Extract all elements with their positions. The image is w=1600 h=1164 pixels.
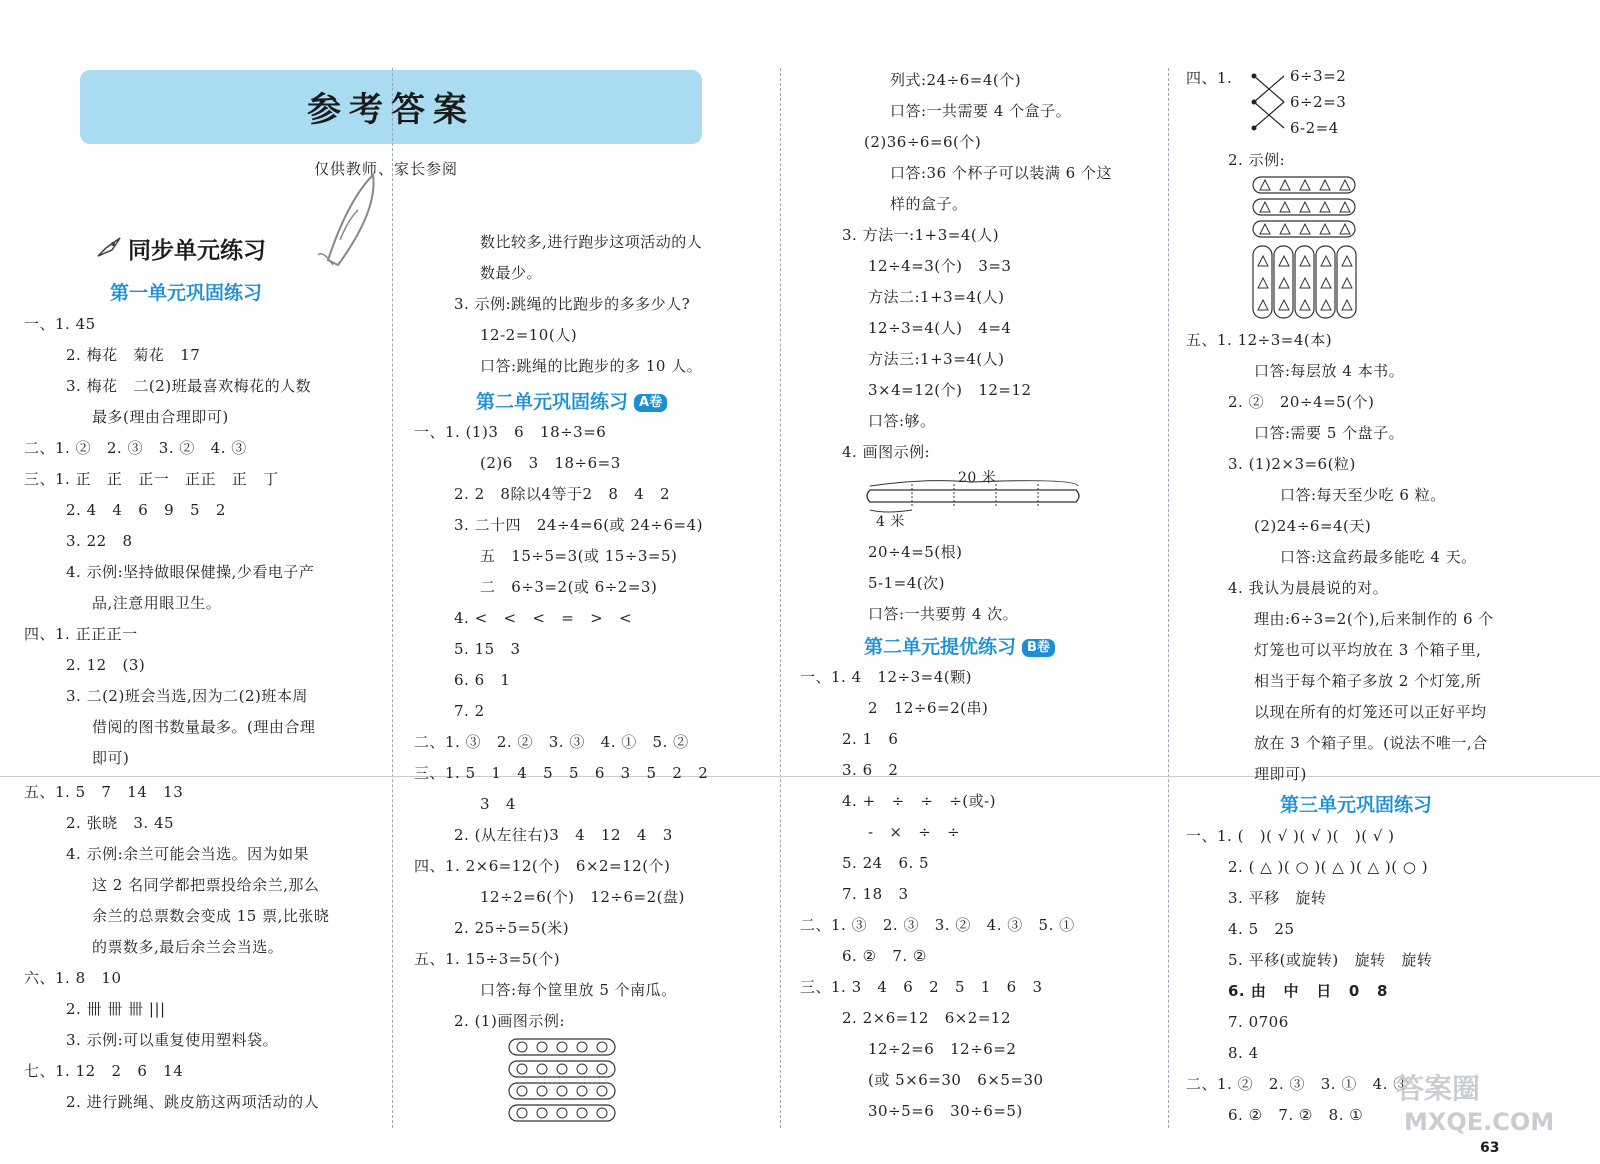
answer-line: - × ÷ ÷	[868, 823, 961, 841]
answer-line: 6. ② 7. ②	[842, 947, 927, 965]
answer-line: 的票数多,最后余兰会当选。	[92, 938, 284, 956]
answer-line: 品,注意用眼卫生。	[92, 594, 222, 612]
answer-line: 7. 2	[454, 702, 485, 720]
answer-line: 4. + ÷ ÷ ÷(或-)	[842, 792, 997, 810]
answer-line: 口答:每个筐里放 5 个南瓜。	[480, 981, 677, 999]
answer-line: 灯笼也可以平均放在 3 个箱子里,	[1254, 641, 1482, 659]
rocket-icon	[96, 236, 124, 258]
answer-line: 2. 卌 卌 卌 |||	[66, 1000, 166, 1018]
answer-line: 三、1. 5 1 4 5 5 6 3 5 2 2	[414, 764, 709, 782]
section-unit1: 第一单元巩固练习	[110, 282, 263, 304]
answer-line: (2)36÷6=6(个)	[864, 133, 982, 151]
answer-line: 六、1. 8 10	[24, 969, 122, 987]
answer-line: 3. 方法一:1+3=4(人)	[842, 226, 1000, 244]
answer-line: 3. 平移 旋转	[1228, 889, 1327, 907]
rope-length-label: 20 米	[958, 470, 997, 486]
answer-line: 12÷2=6(个) 12÷6=2(盘)	[480, 888, 685, 906]
answer-line: 方法二:1+3=4(人)	[868, 288, 1005, 306]
answer-line: 3×4=12(个) 12=12	[868, 381, 1032, 399]
answer-line: 即可)	[92, 749, 130, 767]
answer-line: 口答:每天至少吃 6 粒。	[1280, 486, 1446, 504]
answer-line: 3. 22 8	[66, 532, 133, 550]
answer-line: 2. 12 (3)	[66, 656, 146, 674]
answer-line: 理由:6÷3=2(个),后来制作的 6 个	[1254, 610, 1494, 628]
answer-line: 3. 二(2)班会当选,因为二(2)班本周	[66, 687, 308, 705]
answer-line: 2. 25÷5=5(米)	[454, 919, 570, 937]
circle-groups-diagram	[508, 1038, 618, 1124]
answer-line: 口答:需要 5 个盘子。	[1254, 424, 1405, 442]
answer-line: 口答:每层放 4 本书。	[1254, 362, 1405, 380]
answer-line: 5. 平移(或旋转) 旋转 旋转	[1228, 951, 1433, 969]
answer-line: 2. 进行跳绳、跳皮筋这两项活动的人	[66, 1093, 320, 1111]
answer-line: (或 5×6=30 6×5=30	[868, 1071, 1044, 1089]
answer-line: 30÷5=6 30÷6=5)	[868, 1102, 1023, 1120]
answer-line: 列式:24÷6=4(个)	[890, 71, 1022, 89]
answer-line: 12-2=10(人)	[480, 326, 578, 344]
answer-line: 6. ② 7. ② 8. ①	[1228, 1106, 1364, 1124]
answer-line: 一、1. (1)3 6 18÷3=6	[414, 423, 607, 441]
answer-line: 二、1. ③ 2. ③ 3. ② 4. ③ 5. ①	[800, 916, 1075, 934]
answer-line: 2. 梅花 菊花 17	[66, 346, 201, 364]
answer-line: 2. ② 20÷4=5(个)	[1228, 393, 1375, 411]
segment-length-label: 4 米	[876, 514, 905, 530]
answer-line: 2. (1)画图示例:	[454, 1012, 565, 1030]
answer-line: 五、1. 15÷3=5(个)	[414, 950, 561, 968]
teacher-note: 仅供教师、家长参阅	[314, 160, 459, 178]
answer-line: 二、1. ② 2. ③ 3. ② 4. ③	[24, 439, 247, 457]
column-separator	[780, 68, 781, 1128]
answer-line: 五 15÷5=3(或 15÷3=5)	[480, 547, 678, 565]
answer-line: 5. 15 3	[454, 640, 521, 658]
answer-line: 2. 2 8除以4等于2 8 4 2	[454, 485, 671, 503]
answer-line: 一、1. 45	[24, 315, 96, 333]
answer-line: 8. 4	[1228, 1044, 1259, 1062]
page-title: 参考答案	[307, 90, 475, 130]
answer-line: 口答:一共需要 4 个盒子。	[890, 102, 1072, 120]
answer-line: 4. 我认为晨晨说的对。	[1228, 579, 1389, 597]
answer-line: 2. 2×6=12 6×2=12	[842, 1009, 1012, 1027]
answer-line: 放在 3 个箱子里。(说法不唯一,合	[1254, 734, 1488, 752]
answer-line: 二、1. ③ 2. ② 3. ③ 4. ① 5. ②	[414, 733, 689, 751]
answer-line: 3. 示例:跳绳的比跑步的多多少人?	[454, 295, 691, 313]
answer-line: 三、1. 3 4 6 2 5 1 6 3	[800, 978, 1043, 996]
answer-line: 12÷3=4(人) 4=4	[868, 319, 1012, 337]
answer-line: 最多(理由合理即可)	[92, 408, 229, 426]
answer-line: 4. 示例:余兰可能会当选。因为如果	[66, 845, 310, 863]
answer-line: 七、1. 12 2 6 14	[24, 1062, 184, 1080]
answer-line: 三、1. 正 正 正一 正正 正 丁	[24, 470, 279, 488]
answer-line: 余兰的总票数会变成 15 票,比张晓	[92, 907, 330, 925]
answer-line: 五、1. 12÷3=4(本)	[1186, 331, 1333, 349]
answer-line: 借阅的图书数量最多。(理由合理	[92, 718, 316, 736]
answer-line: 3. (1)2×3=6(粒)	[1228, 455, 1356, 473]
answer-line: 五、1. 5 7 14 13	[24, 783, 184, 801]
answer-line: 7. 0706	[1228, 1013, 1289, 1031]
triangle-groups-diagram	[1252, 176, 1360, 324]
answer-line: 二、1. ② 2. ③ 3. ① 4. ③	[1186, 1075, 1409, 1093]
answer-line: (2)6 3 18÷6=3	[480, 454, 621, 472]
answer-line: 相当于每个箱子多放 2 个灯笼,所	[1254, 672, 1482, 690]
answer-line: 口答:这盒药最多能吃 4 天。	[1280, 548, 1477, 566]
answer-line: 2. (从左往右)3 4 12 4 3	[454, 826, 673, 844]
answer-line: 6÷2=3	[1290, 93, 1347, 111]
answer-line: 4. < < < = > <	[454, 609, 633, 627]
answer-line: 2. 张晓 3. 45	[66, 814, 175, 832]
answer-line: 口答:一共要剪 4 次。	[868, 605, 1019, 623]
answer-line: 二 6÷3=2(或 6÷2=3)	[480, 578, 658, 596]
answer-line: 7. 18 3	[842, 885, 909, 903]
answer-line: 以现在所有的灯笼还可以正好平均	[1254, 703, 1487, 721]
watermark-logo: 答案圈	[1396, 1072, 1481, 1105]
answer-line: 口答:够。	[868, 412, 936, 430]
answer-line: 5. 24 6. 5	[842, 854, 930, 872]
answer-line: 6÷3=2	[1290, 67, 1347, 85]
sync-practice-title: 同步单元练习	[128, 238, 266, 264]
answer-line: 6. 6 1	[454, 671, 511, 689]
answer-line: 3 4	[480, 795, 516, 813]
answer-line: 一、1. 4 12÷3=4(颗)	[800, 668, 972, 686]
fold-line	[0, 776, 1600, 777]
answer-line: 2. ( △ )( ○ )( △ )( △ )( ○ )	[1228, 858, 1429, 876]
answer-line: 4. 示例:坚持做眼保健操,少看电子产	[66, 563, 315, 581]
section-unit2b	[864, 632, 1055, 659]
answer-line: 四、1.	[1186, 69, 1233, 87]
matching-lines-diagram	[1250, 68, 1290, 136]
answer-line: 3. 6 2	[842, 761, 899, 779]
answer-line: 2. 4 4 6 9 5 2	[66, 501, 226, 519]
answer-line: 5-1=4(次)	[868, 574, 945, 592]
column-separator	[1168, 68, 1169, 1128]
answer-line: 6. 由 中 日 0 8	[1228, 982, 1388, 1000]
answer-line: 四、1. 正正正一	[24, 625, 138, 643]
badge-b: B卷	[1022, 639, 1055, 657]
answer-line: 12÷2=6 12÷6=2	[868, 1040, 1017, 1058]
answer-line: 4. 5 25	[1228, 920, 1295, 938]
answer-line: 2. 1 6	[842, 730, 899, 748]
answer-line: 数最少。	[480, 264, 543, 282]
watermark-url: MXQE.COM	[1404, 1108, 1555, 1136]
answer-line: 方法三:1+3=4(人)	[868, 350, 1005, 368]
answer-line: 6-2=4	[1290, 119, 1339, 137]
section-unit2b-label: 第二单元提优练习	[864, 636, 1017, 658]
column-separator	[392, 68, 393, 1128]
answer-line: 20÷4=5(根)	[868, 543, 963, 561]
answer-line: 3. 梅花 二(2)班最喜欢梅花的人数	[66, 377, 312, 395]
section-unit3: 第三单元巩固练习	[1280, 794, 1433, 816]
answer-line: 2. 示例:	[1228, 151, 1286, 169]
answer-line: 3. 二十四 24÷4=6(或 24÷6=4)	[454, 516, 703, 534]
answer-line: 4. 画图示例:	[842, 443, 931, 461]
answer-line: 一、1. ( )( √ )( √ )( )( √ )	[1186, 827, 1395, 845]
answer-line: 口答:36 个杯子可以装满 6 个这	[890, 164, 1112, 182]
answer-line: 样的盒子。	[890, 195, 968, 213]
answer-line: 理即可)	[1254, 765, 1307, 783]
section-unit2a-label: 第二单元巩固练习	[476, 391, 629, 413]
answer-line: 四、1. 2×6=12(个) 6×2=12(个)	[414, 857, 671, 875]
section-unit2a	[476, 387, 667, 414]
answer-line: 3. 示例:可以重复使用塑料袋。	[66, 1031, 279, 1049]
answer-line: 2 12÷6=2(串)	[868, 699, 989, 717]
answer-line: 口答:跳绳的比跑步的多 10 人。	[480, 357, 703, 375]
answer-line: 这 2 名同学都把票投给余兰,那么	[92, 876, 320, 894]
page-number: 63	[1480, 1140, 1500, 1156]
answer-line: 12÷4=3(个) 3=3	[868, 257, 1012, 275]
answer-line: 数比较多,进行跑步这项活动的人	[480, 233, 703, 251]
rocket-doodle-icon	[318, 170, 388, 270]
answer-line: (2)24÷6=4(天)	[1254, 517, 1372, 535]
badge-a: A卷	[634, 394, 667, 412]
answer-banner	[80, 70, 702, 144]
